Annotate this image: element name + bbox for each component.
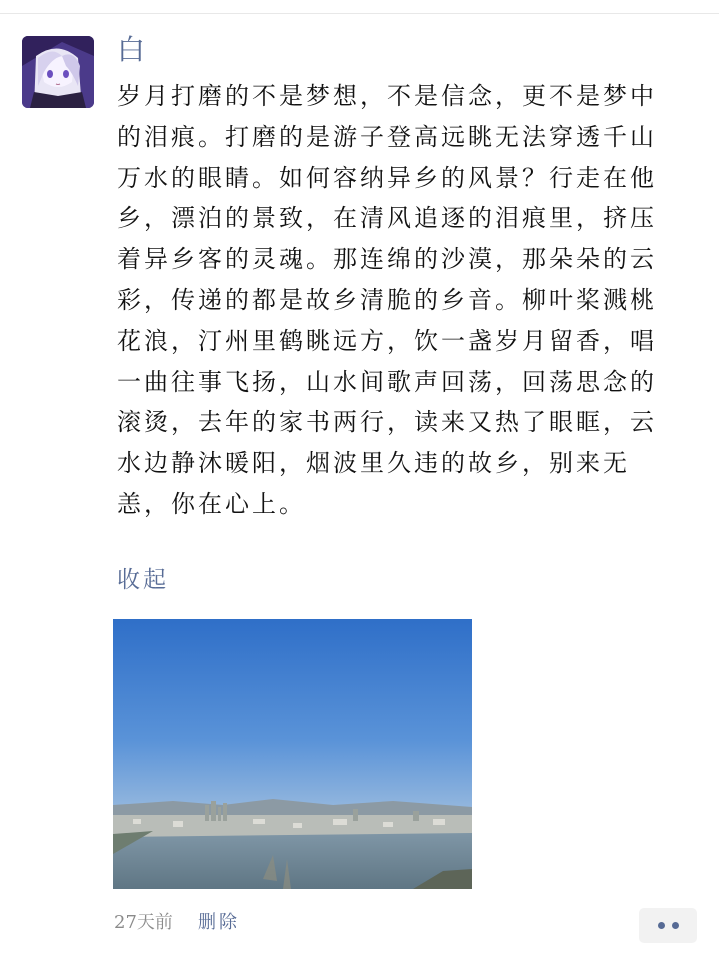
- post-text: 岁月打磨的不是梦想，不是信念，更不是梦中的泪痕。打磨的是游子登高远眺无法穿透千山万水的眼睛。如何容纳异乡的风景？行走在他乡，漂泊的景致，在清风追逐的泪痕里，挤压着异乡客的灵魂。那连绵的沙漠，那朵朵的云彩，传递的都是故乡清脆的乡音。柳叶桨溅桃花浪，汀州里鹤眺远方，饮一盏岁月留香，唱一曲往事飞扬，山水间歌声回荡，回荡思念的滚烫，去年的家书两行，读来又热了眼眶，云水边静沐暖阳，烟波里久违的故乡，别来无恙，你在心上。: [117, 82, 657, 518]
- author-name[interactable]: 白: [117, 33, 146, 66]
- avatar[interactable]: [22, 36, 94, 108]
- landscape-photo-icon: [113, 619, 472, 889]
- more-dots-icon: [672, 922, 679, 929]
- more-dots-icon: [658, 922, 665, 929]
- post-timestamp: 27天前: [114, 912, 173, 933]
- top-divider: [0, 13, 719, 14]
- more-button[interactable]: [639, 908, 697, 943]
- delete-link[interactable]: 删除: [198, 912, 240, 933]
- post-photo[interactable]: [113, 619, 472, 889]
- collapse-link[interactable]: 收起: [117, 567, 169, 593]
- anime-girl-avatar-icon: [22, 36, 94, 108]
